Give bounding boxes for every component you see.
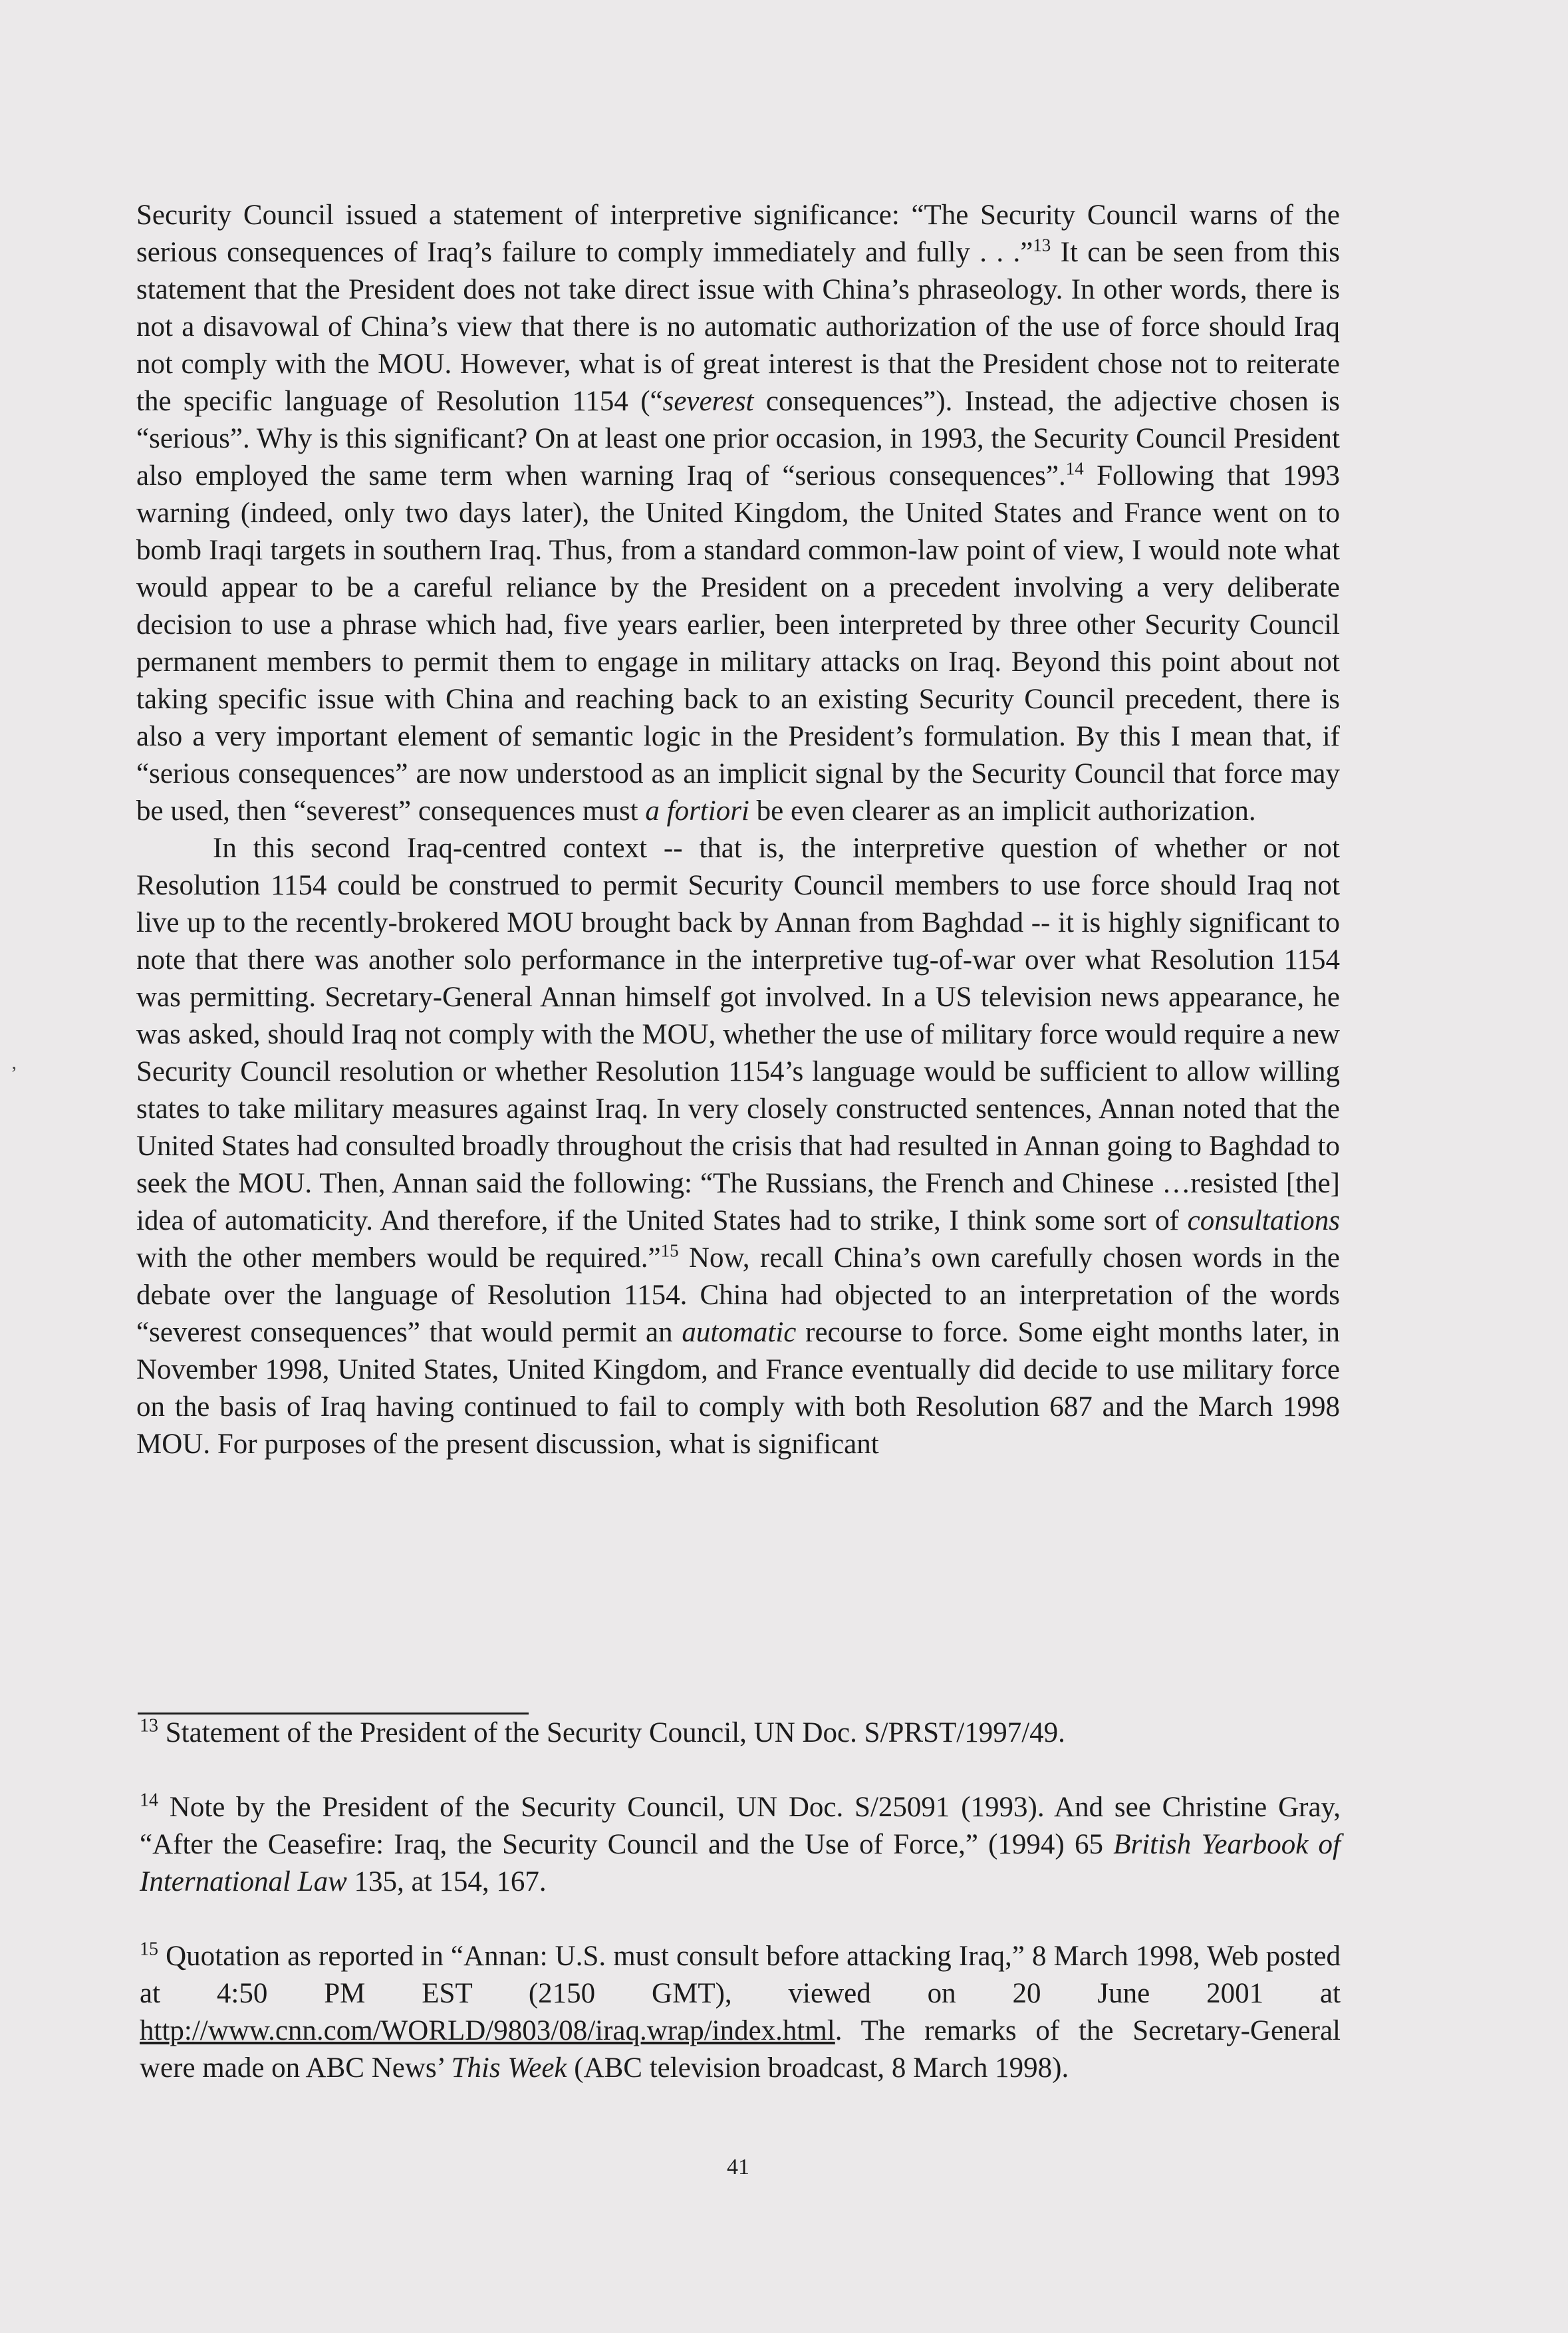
journal-title: British Yearbook of International Law — [140, 1829, 1341, 1897]
footnote-text: 135, at 154, 167. — [346, 1866, 547, 1897]
paragraph-2 — [136, 830, 1340, 1463]
emphasis-consultations: consultations — [1187, 1205, 1340, 1236]
footnote-text: Statement of the President of the Security Council, UN Doc. S/PRST/1997/49. — [158, 1717, 1065, 1748]
footnote-14 — [140, 1789, 1341, 1901]
emphasis-severest: severest — [662, 386, 754, 417]
footnote-ref-15[interactable]: 15 — [660, 1240, 679, 1261]
footnote-ref-14[interactable]: 14 — [1065, 458, 1084, 479]
paragraph-2-text: with the other members would be required.” — [136, 1242, 661, 1274]
footnote-text: Note by the President of the Security Council, UN Doc. S/25091 (1993). And see Christine Gray, “After the Ceasefire: Iraq, the Security Council and the Use of Force,” (1994) 65 — [140, 1792, 1341, 1860]
paragraph-1-text: It can be seen from this statement that the President does not take direct issue with China’s phraseology. In other words, there is not a disavowal of China’s view that there is no automatic authorization of the use of force should Iraq not comply with the MOU. However, what is of great interest is that the President chose not to reiterate the specific language of Resolution 1154 (“ — [136, 237, 1341, 417]
cnn-link[interactable]: http://www.cnn.com/WORLD/9803/08/iraq.wrap/index.html — [140, 2015, 835, 2046]
margin-mark: ʼ — [11, 1063, 17, 1085]
footnote-ref-13[interactable]: 13 — [1033, 235, 1051, 255]
paragraph-1-text: Security Council issued a statement of interpretive significance: “The Security Council warns of the serious consequences of Iraq’s failure to comply immediately and fully . . .” — [136, 200, 1340, 268]
emphasis-automatic: automatic — [682, 1317, 797, 1348]
footnote-number: 15 — [140, 1939, 158, 1960]
emphasis-a-fortiori: a fortiori — [645, 795, 749, 827]
footnotes-section — [140, 1715, 1341, 2124]
page-number: 41 — [727, 2155, 749, 2179]
footnote-15 — [140, 1938, 1341, 2087]
footnote-text: Quotation as reported in “Annan: U.S. must consult before attacking Iraq,” 8 March 1998, Web posted at 4:50 PM EST (2150 GMT), viewed on 20 June 2001 at — [140, 1941, 1341, 2009]
footnote-13 — [140, 1715, 1341, 1752]
paragraph-2-text: Now, recall China’s own carefully chosen words in the debate over the language of Resolution 1154. China had objected to an interpretation of the words “severest consequences” that would permit an — [136, 1242, 1340, 1348]
footnote-number: 13 — [140, 1715, 158, 1736]
footnote-text: (ABC television broadcast, 8 March 1998). — [567, 2052, 1069, 2084]
main-text — [136, 197, 1340, 1463]
footnote-number: 14 — [140, 1790, 158, 1811]
footnote-text: . The remarks of the Secretary-General were made on ABC News’ — [140, 2015, 1341, 2084]
paragraph-1 — [136, 197, 1340, 830]
paragraph-2-text: In this second Iraq-centred context -- that is, the interpretive question of whether or not Resolution 1154 could be construed to permit Security Council members to use force should Iraq not live up to the recently-brokered MOU brought back by Annan from Baghdad -- it is highly significant to note that there was another solo performance in the interpretive tug-of-war over what Resolution 1154 was permitting. Secretary-General Annan himself got involved. In a US television news appearance, he was asked, should Iraq not comply with the MOU, whether the use of military force would require a new Security Council resolution or whether Resolution 1154’s language would be sufficient to allow willing states to take military measures against Iraq. In very closely constructed sentences, Annan noted that the United States had consulted broadly throughout the crisis that had resulted in Annan going to Baghdad to seek the MOU. Then, Annan said the following: “The Russians, the French and Chinese …resisted [the] idea of automaticity. And therefore, if the United States had to strike, I think some sort of — [136, 833, 1340, 1236]
program-title: This Week — [451, 2052, 567, 2084]
paragraph-2-text: recourse to force. Some eight months later, in November 1998, United States, United Kingdom, and France eventually did decide to use military force on the basis of Iraq having continued to fail to comply with both Resolution 687 and the March 1998 MOU. For purposes of the present discussion, what is significant — [136, 1317, 1340, 1460]
paragraph-1-text: Following that 1993 warning (indeed, only two days later), the United Kingdom, the United States and France went on to bomb Iraqi targets in southern Iraq. Thus, from a standard common-law point of view, I would note what would appear to be a careful reliance by the President on a precedent involving a very deliberate decision to use a phrase which had, five years earlier, been interpreted by three other Security Council permanent members to permit them to engage in military attacks on Iraq. Beyond this point about not taking specific issue with China and reaching back to an existing Security Council precedent, there is also a very important element of semantic logic in the President’s formulation. By this I mean that, if “serious consequences” are now understood as an implicit signal by the Security Council that force may be used, then “severest” consequences must — [136, 460, 1340, 827]
paragraph-1-text: be even clearer as an implicit authorization. — [749, 795, 1256, 827]
paragraph-1-text: consequences”). Instead, the adjective chosen is “serious”. Why is this significant? On at least one prior occasion, in 1993, the Security Council President also employed the same term when warning Iraq of “serious consequences”. — [136, 386, 1340, 491]
